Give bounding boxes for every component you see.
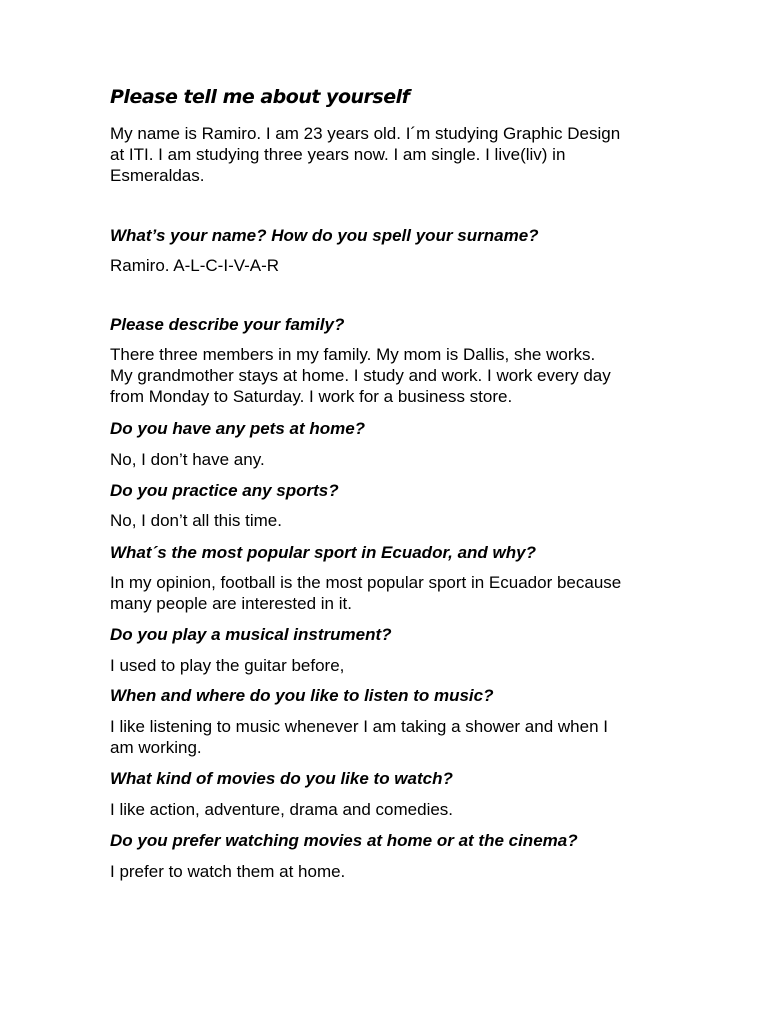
answer-line: In my opinion, football is the most popular sport in Ecuador because (110, 573, 622, 592)
answer-name (110, 255, 670, 276)
question-instrument: Do you play a musical instrument? (110, 625, 392, 644)
question-pets: Do you have any pets at home? (110, 419, 366, 438)
intro-line: Esmeraldas. (110, 166, 205, 185)
question-family: Please describe your family? (110, 315, 345, 334)
question-sports: Do you practice any sports? (110, 481, 339, 500)
answer-line: I like listening to music whenever I am taking a shower and when I (110, 717, 608, 736)
answer-line: My grandmother stays at home. I study and work. I work every day (110, 366, 611, 385)
answer-line: I like action, adventure, drama and comedies. (110, 800, 454, 819)
question-popular-sport: What´s the most popular sport in Ecuador, and why? (110, 543, 536, 562)
intro-paragraph (110, 123, 670, 186)
answer-instrument (110, 655, 670, 676)
answer-line: I used to play the guitar before, (110, 656, 345, 675)
question-movies: What kind of movies do you like to watch? (110, 769, 453, 788)
document-title: Please tell me about yourself (110, 86, 410, 108)
answer-home-or-cinema (110, 861, 670, 882)
answer-line: I prefer to watch them at home. (110, 862, 346, 881)
question-name: What’s your name? How do you spell your surname? (110, 226, 539, 245)
answer-music (110, 716, 670, 758)
answer-family (110, 344, 670, 407)
intro-line: at ITI. I am studying three years now. I am single. I live(liv) in (110, 145, 566, 164)
intro-line: My name is Ramiro. I am 23 years old. I´m studying Graphic Design (110, 124, 621, 143)
answer-line: Ramiro. A-L-C-I-V-A-R (110, 256, 280, 275)
question-music: When and where do you like to listen to music? (110, 686, 494, 705)
answer-pets (110, 449, 670, 470)
answer-line: No, I don’t have any. (110, 450, 265, 469)
answer-sports (110, 510, 670, 531)
answer-line: There three members in my family. My mom is Dallis, she works. (110, 345, 596, 364)
answer-line: No, I don’t all this time. (110, 511, 282, 530)
answer-line: many people are interested in it. (110, 594, 352, 613)
answer-line: am working. (110, 738, 202, 757)
answer-popular-sport (110, 572, 670, 614)
question-home-or-cinema: Do you prefer watching movies at home or at the cinema? (110, 831, 578, 850)
answer-line: from Monday to Saturday. I work for a business store. (110, 387, 513, 406)
answer-movies (110, 799, 670, 820)
